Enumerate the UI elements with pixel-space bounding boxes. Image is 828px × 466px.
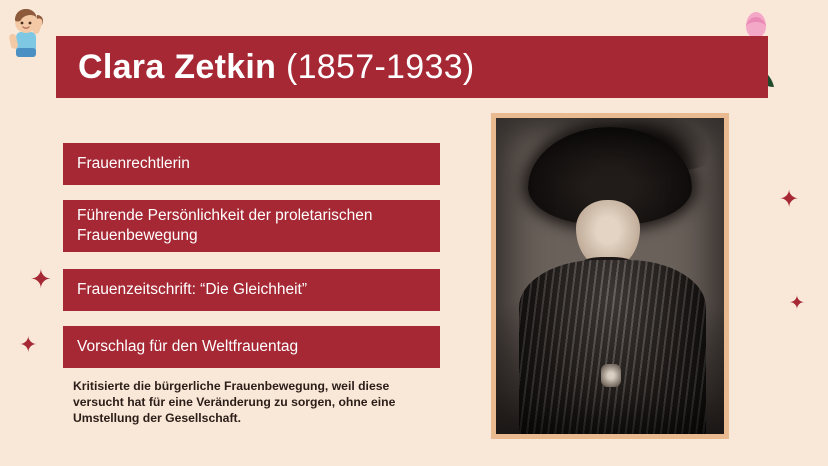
sparkle-icon: ✦ (19, 332, 38, 357)
bullet-item: Frauenzeitschrift: “Die Gleichheit” (63, 269, 440, 311)
bullet-item: Führende Persönlichkeit der proletarischen Frauenbewegung (63, 200, 440, 252)
woman-raising-hand-icon (4, 6, 52, 58)
page-title (78, 48, 475, 87)
bullet-item: Frauenrechtlerin (63, 143, 440, 185)
photo-vignette (496, 118, 724, 434)
footnote-text: Kritisierte die bürgerliche Frauenbewegung, weil diese versucht hat für eine Veränderung zu sorgen, ohne eine Umstellung der Gesellschaft. (73, 379, 396, 426)
bullet-item: Vorschlag für den Weltfrauentag (63, 326, 440, 368)
title-years: (1857-1933) (276, 47, 475, 86)
sparkle-icon: ✦ (779, 186, 800, 213)
title-name: Clara Zetkin (78, 47, 277, 86)
sparkle-icon: ✦ (789, 293, 805, 314)
title-bar (56, 36, 768, 98)
sparkle-icon: ✦ (30, 264, 52, 294)
portrait-frame (491, 113, 729, 439)
clara-zetkin-portrait (496, 118, 724, 434)
